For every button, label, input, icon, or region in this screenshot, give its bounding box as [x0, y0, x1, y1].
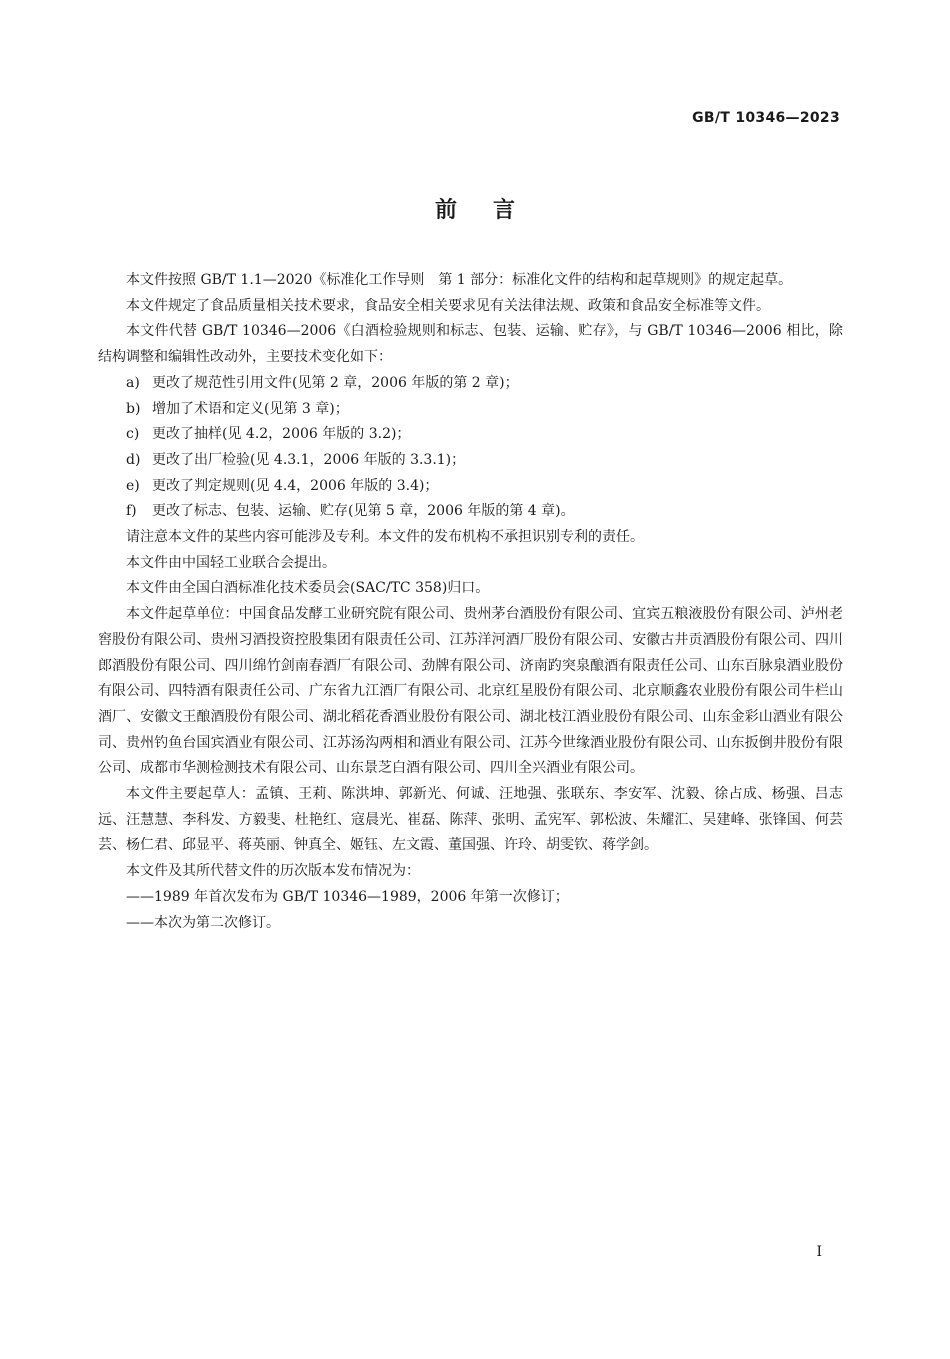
list-item	[98, 448, 843, 474]
paragraph-patent-notice: 请注意本文件的某些内容可能涉及专利。本文件的发布机构不承担识别专利的责任。	[126, 529, 644, 546]
list-item-text: 更改了抽样(见 4.2，2006 年版的 3.2)；	[152, 426, 411, 443]
page-number: I	[816, 1244, 822, 1260]
list-item-text: 增加了术语和定义(见第 3 章)；	[152, 400, 349, 417]
list-item	[98, 422, 843, 448]
list-item	[98, 499, 843, 525]
list-marker: c)	[126, 426, 140, 443]
list-item	[98, 474, 843, 500]
history-item: ——1989 年首次发布为 GB/T 10346—1989，2006 年第一次修订；	[126, 888, 569, 905]
list-marker: a)	[126, 374, 140, 391]
list-marker: b)	[126, 400, 141, 417]
list-marker: f)	[126, 503, 137, 520]
list-marker: d)	[126, 451, 141, 468]
list-item-text: 更改了出厂检验(见 4.3.1，2006 年版的 3.3.1)；	[152, 451, 466, 468]
paragraph-drafters: 本文件主要起草人：孟镇、王莉、陈洪坤、郭新光、何诚、汪地强、张联东、李安军、沈毅、徐占成、杨强、吕志远、汪慧慧、李科发、方毅斐、杜艳红、寇晨光、崔磊、陈萍、张明、孟宪军、郭松波、朱耀汇、吴建峰、张锋国、何芸芸、杨仁君、邱显平、蒋英丽、钟真全、姬钰、左文霞、董国强、许玲、胡雯钦、蒋学剑。	[98, 786, 843, 854]
paragraph-proposer: 本文件由中国轻工业联合会提出。	[126, 554, 336, 571]
standard-code: GB/T 10346—2023	[692, 110, 840, 126]
page-title: 前言	[434, 198, 551, 223]
paragraph-history-intro: 本文件及其所代替文件的历次版本发布情况为：	[126, 863, 420, 880]
list-item-text: 更改了标志、包装、运输、贮存(见第 5 章，2006 年版的第 4 章)。	[152, 503, 575, 520]
paragraph-scope-note: 本文件规定了食品质量相关技术要求，食品安全相关要求见有关法律法规、政策和食品安全标准等文件。	[126, 297, 770, 314]
paragraph-replacement: 本文件代替 GB/T 10346—2006《白酒检验规则和标志、包装、运输、贮存》，与 GB/T 10346—2006 相比，除结构调整和编辑性改动外，主要技术变化如下：	[98, 323, 843, 366]
paragraph-committee: 本文件由全国白酒标准化技术委员会(SAC/TC 358)归口。	[126, 580, 490, 597]
list-item-text: 更改了规范性引用文件(见第 2 章，2006 年版的第 2 章)；	[152, 374, 519, 391]
paragraph-drafting-units: 本文件起草单位：中国食品发酵工业研究院有限公司、贵州茅台酒股份有限公司、宜宾五粮液股份有限公司、泸州老窖股份有限公司、贵州习酒投资控股集团有限责任公司、江苏洋河酒厂股份有限公司、安徽古井贡酒股份有限公司、四川郎酒股份有限公司、四川绵竹剑南春酒厂有限公司、劲牌有限公司、济南趵突泉酿酒有限责任公司、山东百脉泉酒业股份有限公司、四特酒有限责任公司、广东省九江酒厂有限公司、北京红星股份有限公司、北京顺鑫农业股份有限公司牛栏山酒厂、安徽文王酿酒股份有限公司、湖北稻花香酒业股份有限公司、湖北枝江酒业股份有限公司、山东金彩山酒业有限公司、贵州钓鱼台国宾酒业有限公司、江苏汤沟两相和酒业有限公司、江苏今世缘酒业股份有限公司、山东扳倒井股份有限公司、成都市华测检测技术有限公司、山东景芝白酒有限公司、四川全兴酒业有限公司。	[98, 606, 843, 777]
list-marker: e)	[126, 477, 140, 494]
paragraph-drafting-basis: 本文件按照 GB/T 1.1—2020《标准化工作导则 第 1 部分：标准化文件的结构和起草规则》的规定起草。	[126, 272, 793, 288]
list-item	[98, 371, 843, 397]
document-body	[98, 268, 843, 936]
list-item	[98, 397, 843, 423]
list-item-text: 更改了判定规则(见 4.4，2006 年版的 3.4)；	[152, 477, 439, 494]
history-item: ——本次为第二次修订。	[126, 914, 280, 931]
